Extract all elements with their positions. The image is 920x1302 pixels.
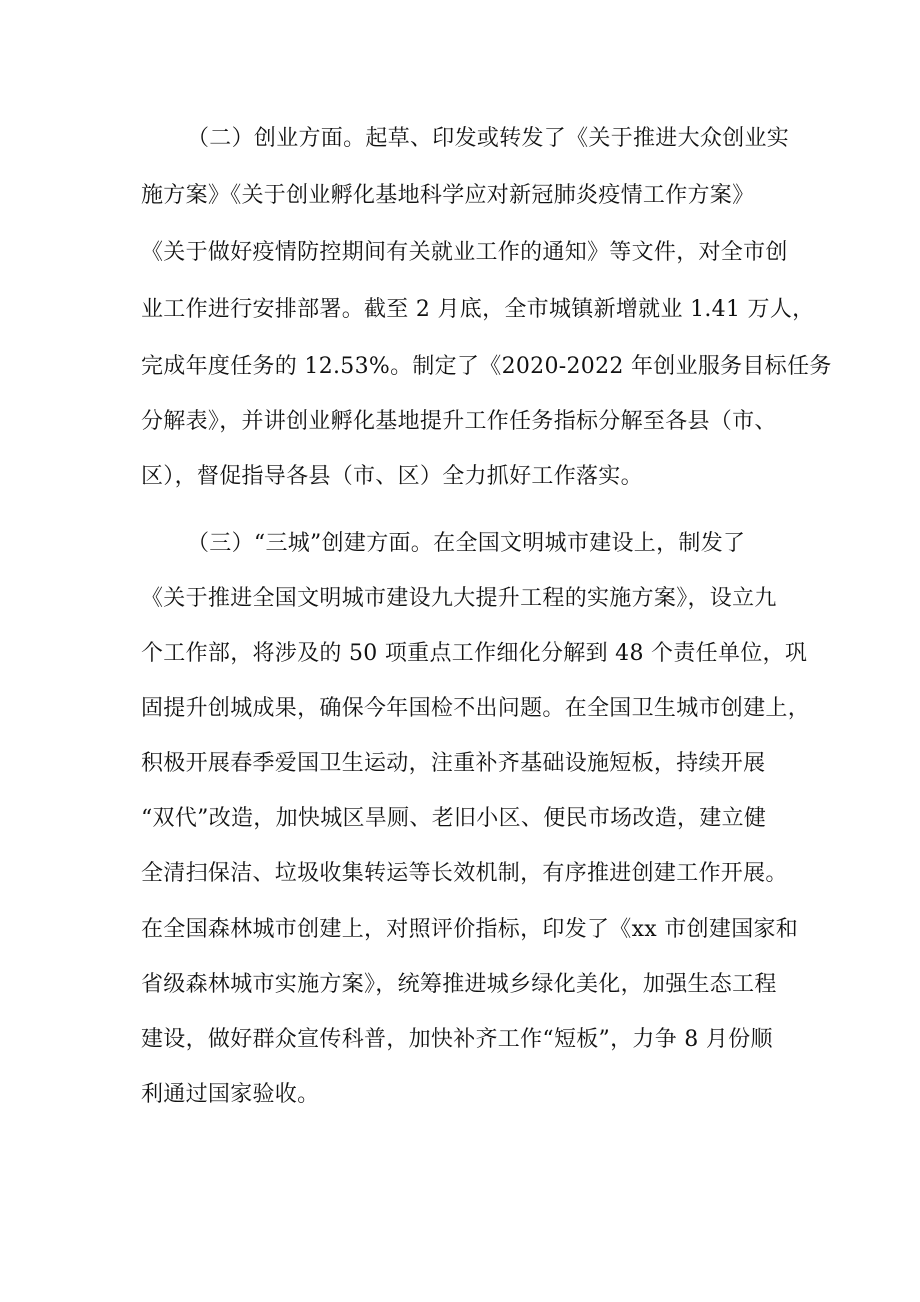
paragraph-2-line-1: （三）“三城”创建方面。在全国文明城市建设上，制发了 [187,531,746,556]
paragraph-1-line-5: 完成年度任务的 12.53%。制定了《2020-2022 年创业服务目标任务 [141,354,832,379]
paragraph-1-line-6: 分解表》，并讲创业孵化基地提升工作任务指标分解至各县（市、 [141,409,777,434]
paragraph-2-line-10: 建设，做好群众宣传科普，加快补齐工作“短板”，力争 8 月份顺 [141,1027,773,1052]
paragraph-2-line-9: 省级森林城市实施方案》，统筹推进城乡绿化美化，加强生态工程 [141,972,777,997]
paragraph-2-line-6: “双代”改造，加快城区旱厕、老旧小区、便民市场改造，建立健 [141,806,767,831]
paragraph-1-line-7: 区），督促指导各县（市、区）全力抓好工作落实。 [141,464,643,489]
paragraph-1-line-3: 《关于做好疫情防控期间有关就业工作的通知》等文件，对全市创 [141,240,788,265]
paragraph-1-line-4: 业工作进行安排部署。截至 2 月底，全市城镇新增就业 1.41 万人， [141,297,815,322]
paragraph-1-line-2: 施方案》《关于创业孵化基地科学应对新冠肺炎疫情工作方案》 [141,183,755,208]
paragraph-2-line-2: 《关于推进全国文明城市建设九大提升工程的实施方案》，设立九 [141,586,777,611]
paragraph-1-line-1: （二）创业方面。起草、印发或转发了《关于推进大众创业实 [187,126,790,151]
paragraph-2-line-8: 在全国森林城市创建上，对照评价指标，印发了《xx 市创建国家和 [141,917,799,942]
paragraph-2-line-7: 全清扫保洁、垃圾收集转运等长效机制，有序推进创建工作开展。 [141,861,788,886]
paragraph-2-line-11: 利通过国家验收。 [141,1082,320,1107]
paragraph-2-line-4: 固提升创城成果，确保今年国检不出问题。在全国卫生城市创建上， [141,696,811,721]
paragraph-2-line-5: 积极开展春季爱国卫生运动，注重补齐基础设施短板，持续开展 [141,751,766,776]
paragraph-2-line-3: 个工作部，将涉及的 50 项重点工作细化分解到 48 个责任单位，巩 [141,641,808,666]
